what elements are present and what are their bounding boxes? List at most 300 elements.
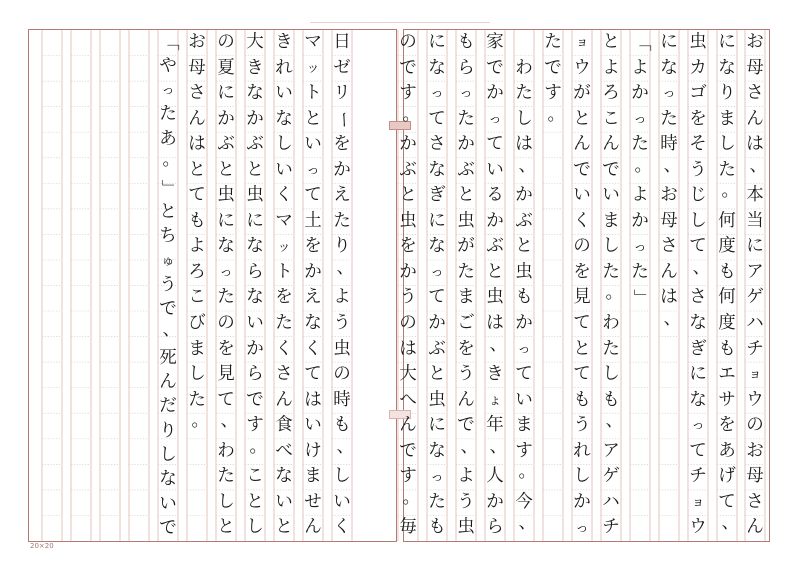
manuscript-char: 母	[660, 210, 678, 231]
manuscript-char: ョ	[691, 495, 705, 511]
manuscript-char: い	[275, 491, 293, 512]
manuscript-char: え	[333, 185, 351, 206]
manuscript-char: ゲ	[746, 287, 764, 308]
text-column	[241, 30, 269, 541]
manuscript-char: っ	[219, 265, 233, 281]
manuscript-char: よ	[457, 466, 475, 487]
manuscript-char: 、	[220, 411, 238, 432]
manuscript-char: も	[428, 517, 446, 538]
manuscript-char: ゅ	[161, 253, 175, 269]
manuscript-char: の	[333, 364, 351, 385]
manuscript-char: マ	[275, 210, 293, 231]
manuscript-char: ま	[515, 415, 533, 436]
manuscript-char: は	[515, 134, 533, 155]
manuscript-char: ん	[573, 134, 591, 155]
manuscript-char: し	[602, 364, 620, 385]
manuscript-char: ぶ	[428, 338, 446, 359]
manuscript-char: か	[333, 159, 351, 180]
manuscript-char: っ	[662, 86, 676, 102]
manuscript-char: っ	[488, 111, 502, 127]
manuscript-char: え	[304, 287, 322, 308]
manuscript-char: て	[304, 364, 322, 385]
manuscript-char: ん	[746, 108, 764, 129]
manuscript-char: い	[304, 415, 322, 436]
manuscript-char: 虫	[486, 287, 504, 308]
manuscript-char: 」	[630, 289, 651, 307]
manuscript-char: よ	[631, 57, 649, 78]
manuscript-char: 母	[746, 466, 764, 487]
manuscript-char: ん	[660, 261, 678, 282]
manuscript-char: と	[217, 517, 235, 538]
manuscript-char: て	[304, 185, 322, 206]
manuscript-char: か	[573, 491, 591, 512]
manuscript-char: 。	[249, 436, 267, 457]
text-column	[328, 30, 356, 541]
manuscript-char: お	[746, 32, 764, 53]
manuscript-char: ト	[304, 83, 322, 104]
manuscript-char: ご	[457, 313, 475, 334]
manuscript-char: て	[718, 491, 736, 512]
manuscript-char: 。	[547, 104, 565, 125]
manuscript-char: っ	[161, 83, 175, 99]
manuscript-char	[510, 30, 538, 56]
manuscript-char: う	[399, 287, 417, 308]
manuscript-char: 家	[486, 32, 504, 53]
manuscript-char: チ	[689, 466, 707, 487]
manuscript-char: 、	[663, 155, 681, 176]
manuscript-char: 時	[333, 389, 351, 410]
manuscript-char: な	[275, 108, 293, 129]
manuscript-char: 。	[402, 104, 420, 125]
manuscript-char: ゲ	[602, 466, 620, 487]
manuscript-char: た	[275, 313, 293, 334]
manuscript-char: す	[399, 83, 417, 104]
manuscript-char: ト	[275, 261, 293, 282]
manuscript-char: な	[246, 83, 264, 104]
manuscript-char: ん	[275, 389, 293, 410]
manuscript-char: た	[428, 491, 446, 512]
manuscript-char: か	[428, 313, 446, 334]
manuscript-char: も	[457, 32, 475, 53]
manuscript-char: ョ	[575, 35, 589, 51]
manuscript-char: す	[399, 466, 417, 487]
manuscript-char: た	[457, 261, 475, 282]
manuscript-char: す	[544, 83, 562, 104]
manuscript-char: る	[486, 185, 504, 206]
manuscript-char: ぶ	[246, 134, 264, 155]
manuscript-char: い	[486, 159, 504, 180]
manuscript-char: を	[718, 415, 736, 436]
manuscript-char: お	[746, 440, 764, 461]
manuscript-char: わ	[602, 313, 620, 334]
manuscript-char: か	[399, 261, 417, 282]
manuscript-char: 時	[660, 134, 678, 155]
manuscript-char: 、	[162, 319, 180, 340]
manuscript-char: う	[457, 364, 475, 385]
manuscript-char: 、	[518, 155, 536, 176]
manuscript-char: た	[602, 338, 620, 359]
manuscript-char: だ	[159, 396, 177, 417]
manuscript-char: 、	[489, 334, 507, 355]
manuscript-char: と	[188, 159, 206, 180]
manuscript-char: ぶ	[486, 236, 504, 257]
manuscript-char: 年	[486, 415, 504, 436]
text-column	[510, 30, 538, 541]
manuscript-char: ん	[746, 517, 764, 538]
manuscript-char: に	[217, 83, 235, 104]
manuscript-char: か	[486, 83, 504, 104]
manuscript-char: た	[631, 134, 649, 155]
manuscript-char: の	[399, 313, 417, 334]
manuscript-char: の	[746, 415, 764, 436]
manuscript-char: っ	[633, 111, 647, 127]
manuscript-char: た	[217, 287, 235, 308]
manuscript-char: か	[486, 210, 504, 231]
manuscript-char: っ	[633, 239, 647, 255]
manuscript-char: け	[304, 440, 322, 461]
manuscript-char: ん	[304, 517, 322, 538]
manuscript-char: り	[159, 420, 177, 441]
manuscript-char: よ	[631, 185, 649, 206]
manuscript-char: で	[399, 440, 417, 461]
manuscript-char: も	[188, 210, 206, 231]
manuscript-char: し	[602, 236, 620, 257]
manuscript-char: ぶ	[217, 134, 235, 155]
manuscript-char: か	[457, 134, 475, 155]
manuscript-char: 虫	[428, 389, 446, 410]
manuscript-char: と	[217, 159, 235, 180]
manuscript-char: す	[246, 415, 264, 436]
manuscript-char: に	[746, 236, 764, 257]
manuscript-char: ゴ	[689, 83, 707, 104]
manuscript-char: も	[333, 415, 351, 436]
text-column	[713, 30, 741, 541]
manuscript-char: に	[246, 210, 264, 231]
manuscript-char: な	[159, 469, 177, 490]
manuscript-char: と	[428, 364, 446, 385]
manuscript-char: と	[246, 491, 264, 512]
manuscript-char: に	[428, 32, 446, 53]
manuscript-char: し	[217, 491, 235, 512]
manuscript-char: ぎ	[428, 185, 446, 206]
manuscript-char: を	[573, 261, 591, 282]
manuscript-char: ら	[457, 57, 475, 78]
manuscript-char: と	[304, 108, 322, 129]
manuscript-char: チ	[746, 338, 764, 359]
manuscript-char: も	[718, 261, 736, 282]
manuscript-char: く	[275, 338, 293, 359]
manuscript-char: な	[246, 287, 264, 308]
manuscript-char: あ	[159, 128, 177, 149]
manuscript-char: い	[159, 493, 177, 514]
manuscript-char: 、	[749, 155, 767, 176]
manuscript-char: か	[399, 134, 417, 155]
manuscript-char: た	[457, 108, 475, 129]
manuscript-char: い	[333, 491, 351, 512]
manuscript-char: ぎ	[689, 338, 707, 359]
manuscript-char: 、	[460, 436, 478, 457]
manuscript-char: か	[515, 313, 533, 334]
manuscript-char: ウ	[573, 57, 591, 78]
manuscript-char: ん	[159, 372, 177, 392]
manuscript-char: か	[246, 338, 264, 359]
manuscript-char: っ	[517, 341, 531, 357]
manuscript-char: を	[399, 236, 417, 257]
manuscript-char: す	[515, 440, 533, 461]
manuscript-char: た	[544, 32, 562, 53]
manuscript-char: に	[428, 210, 446, 231]
manuscript-char: な	[428, 440, 446, 461]
manuscript-char: の	[217, 313, 235, 334]
manuscript-char: く	[304, 338, 322, 359]
manuscript-char: 、	[692, 257, 710, 278]
manuscript-char: ハ	[602, 491, 620, 512]
manuscript-char: ら	[246, 364, 264, 385]
manuscript-char: う	[573, 415, 591, 436]
manuscript-char: で	[246, 389, 264, 410]
manuscript-char: ー	[332, 110, 353, 129]
manuscript-char: て	[573, 364, 591, 385]
text-column	[481, 30, 509, 541]
text-column	[626, 30, 654, 541]
manuscript-char: き	[275, 32, 293, 53]
manuscript-char: エ	[718, 364, 736, 385]
manuscript-char: げ	[718, 466, 736, 487]
manuscript-char: 」	[158, 179, 179, 197]
manuscript-char: に	[689, 364, 707, 385]
text-column	[394, 30, 422, 541]
manuscript-char: は	[746, 134, 764, 155]
manuscript-char: い	[602, 185, 620, 206]
manuscript-char: な	[428, 159, 446, 180]
text-column	[183, 30, 211, 541]
manuscript-char: 日	[333, 32, 351, 53]
manuscript-char: チ	[602, 517, 620, 538]
manuscript-char: な	[246, 236, 264, 257]
manuscript-char: 虫	[217, 185, 235, 206]
manuscript-char: 本	[746, 185, 764, 206]
manuscript-char: 。	[605, 283, 623, 304]
manuscript-char: と	[399, 185, 417, 206]
manuscript-char: か	[246, 108, 264, 129]
manuscript-char: や	[159, 55, 177, 76]
manuscript-char: は	[188, 134, 206, 155]
manuscript-char: ろ	[188, 261, 206, 282]
manuscript-char: ア	[602, 440, 620, 461]
manuscript-char: よ	[602, 57, 620, 78]
manuscript-char: は	[399, 338, 417, 359]
manuscript-char: わ	[217, 440, 235, 461]
text-column	[423, 30, 451, 541]
manuscript-char: 虫	[399, 210, 417, 231]
manuscript-char: し	[246, 517, 264, 538]
manuscript-char: か	[631, 210, 649, 231]
manuscript-char: 。	[518, 462, 536, 483]
manuscript-char: り	[718, 83, 736, 104]
manuscript-char: て	[428, 287, 446, 308]
manuscript-char: 母	[746, 57, 764, 78]
manuscript-char: の	[217, 32, 235, 53]
manuscript-char: て	[689, 440, 707, 461]
manuscript-char: 母	[188, 57, 206, 78]
manuscript-char: が	[573, 83, 591, 104]
manuscript-char: で	[399, 57, 417, 78]
manuscript-char: か	[304, 261, 322, 282]
manuscript-char: を	[333, 134, 351, 155]
manuscript-char: も	[718, 338, 736, 359]
manuscript-char: ん	[399, 415, 417, 436]
manuscript-char: う	[689, 159, 707, 180]
manuscript-char: 大	[246, 32, 264, 53]
manuscript-char: な	[428, 236, 446, 257]
manuscript-char: う	[333, 313, 351, 334]
manuscript-char: 見	[573, 287, 591, 308]
manuscript-char: で	[457, 415, 475, 436]
manuscript-char: 大	[399, 364, 417, 385]
manuscript-char: て	[515, 364, 533, 385]
manuscript-char: っ	[430, 86, 444, 102]
manuscript-char: べ	[275, 440, 293, 461]
manuscript-char: 。	[191, 411, 209, 432]
manuscript-char: ま	[718, 108, 736, 129]
text-column	[741, 30, 769, 541]
manuscript-char: 。	[162, 149, 180, 170]
manuscript-char: で	[486, 57, 504, 78]
text-column	[568, 30, 596, 541]
manuscript-char: 食	[275, 415, 293, 436]
manuscript-char: 虫	[246, 185, 264, 206]
manuscript-char: と	[515, 236, 533, 257]
manuscript-char: 、	[605, 411, 623, 432]
manuscript-char: て	[573, 313, 591, 334]
manuscript-char: 「	[630, 34, 651, 52]
manuscript-char: 虫	[333, 338, 351, 359]
manuscript-char: ょ	[488, 392, 502, 408]
manuscript-char: し	[718, 134, 736, 155]
manuscript-char: く	[275, 185, 293, 206]
manuscript-char: 虫	[457, 210, 475, 231]
manuscript-char: ん	[457, 389, 475, 410]
text-column	[684, 30, 712, 541]
manuscript-char: 虫	[457, 517, 475, 538]
manuscript-char: カ	[689, 57, 707, 78]
manuscript-char: ら	[486, 517, 504, 538]
manuscript-char: っ	[430, 469, 444, 485]
manuscript-char: 虫	[515, 261, 533, 282]
manuscript-char: な	[689, 389, 707, 410]
manuscript-char: 、	[489, 436, 507, 457]
manuscript-char: ウ	[746, 389, 764, 410]
manuscript-char: し	[333, 466, 351, 487]
manuscript-char: 今	[515, 491, 533, 512]
manuscript-char: て	[188, 185, 206, 206]
manuscript-char: ョ	[748, 367, 762, 383]
manuscript-char: を	[457, 338, 475, 359]
manuscript-char: が	[457, 236, 475, 257]
manuscript-char: 虫	[689, 32, 707, 53]
manuscript-char: リ	[333, 83, 351, 104]
manuscript-char: た	[333, 210, 351, 231]
manuscript-char: い	[515, 389, 533, 410]
text-column	[270, 30, 298, 541]
manuscript-char: び	[188, 313, 206, 334]
text-column	[539, 30, 567, 541]
manuscript-char: は	[660, 287, 678, 308]
manuscript-char: 土	[304, 210, 322, 231]
manuscript-char: ち	[159, 226, 177, 247]
manuscript-char: さ	[746, 491, 764, 512]
manuscript-char: ぶ	[515, 210, 533, 231]
manuscript-char: き	[486, 364, 504, 385]
manuscript-char: お	[188, 32, 206, 53]
manuscript-char: し	[188, 364, 206, 385]
manuscript-char: 何	[718, 210, 736, 231]
manuscript-char: 夏	[217, 57, 235, 78]
manuscript-char: た	[515, 83, 533, 104]
manuscript-char: さ	[428, 134, 446, 155]
manuscript-char: よ	[188, 236, 206, 257]
manuscript-char: と	[573, 338, 591, 359]
manuscript-char: 、	[336, 257, 354, 278]
manuscript-char: な	[718, 57, 736, 78]
manuscript-char: ん	[188, 108, 206, 129]
manuscript-char: 、	[721, 513, 739, 534]
manuscript-char: い	[275, 159, 293, 180]
manuscript-char: た	[602, 261, 620, 282]
manuscript-char: と	[275, 517, 293, 538]
manuscript-char: 、	[336, 436, 354, 457]
manuscript-char: は	[304, 389, 322, 410]
text-column	[154, 30, 182, 541]
manuscript-char: か	[631, 83, 649, 104]
manuscript-char: う	[159, 274, 177, 295]
manuscript-char: お	[660, 185, 678, 206]
manuscript-char: い	[246, 313, 264, 334]
manuscript-char: な	[660, 57, 678, 78]
manuscript-char: し	[689, 210, 707, 231]
manuscript-char: し	[515, 108, 533, 129]
manuscript-char: を	[304, 236, 322, 257]
manuscript-char: ハ	[746, 313, 764, 334]
manuscript-char: さ	[660, 236, 678, 257]
manuscript-char: な	[304, 313, 322, 334]
manuscript-char: い	[573, 185, 591, 206]
manuscript-char: そ	[689, 134, 707, 155]
manuscript-char: ま	[457, 287, 475, 308]
manuscript-char: っ	[459, 86, 473, 102]
manuscript-char: マ	[304, 32, 322, 53]
manuscript-char: り	[333, 236, 351, 257]
manuscript-char: で	[159, 517, 177, 538]
manuscript-char: を	[689, 108, 707, 129]
manuscript-char: き	[246, 57, 264, 78]
manuscript-char: 死	[159, 347, 177, 368]
manuscript-char: と	[573, 108, 591, 129]
manuscript-char: し	[573, 466, 591, 487]
manuscript-char: 「	[158, 33, 179, 51]
manuscript-char: ぶ	[457, 159, 475, 180]
manuscript-char: て	[689, 236, 707, 257]
manuscript-char: な	[428, 57, 446, 78]
manuscript-char: か	[217, 108, 235, 129]
manuscript-char: も	[602, 389, 620, 410]
manuscript-char: ウ	[689, 517, 707, 538]
manuscript-char: を	[217, 338, 235, 359]
manuscript-char: し	[275, 134, 293, 155]
manuscript-char: い	[275, 83, 293, 104]
manuscript-char: ゼ	[333, 57, 351, 78]
manuscript-char: 。	[402, 487, 420, 508]
